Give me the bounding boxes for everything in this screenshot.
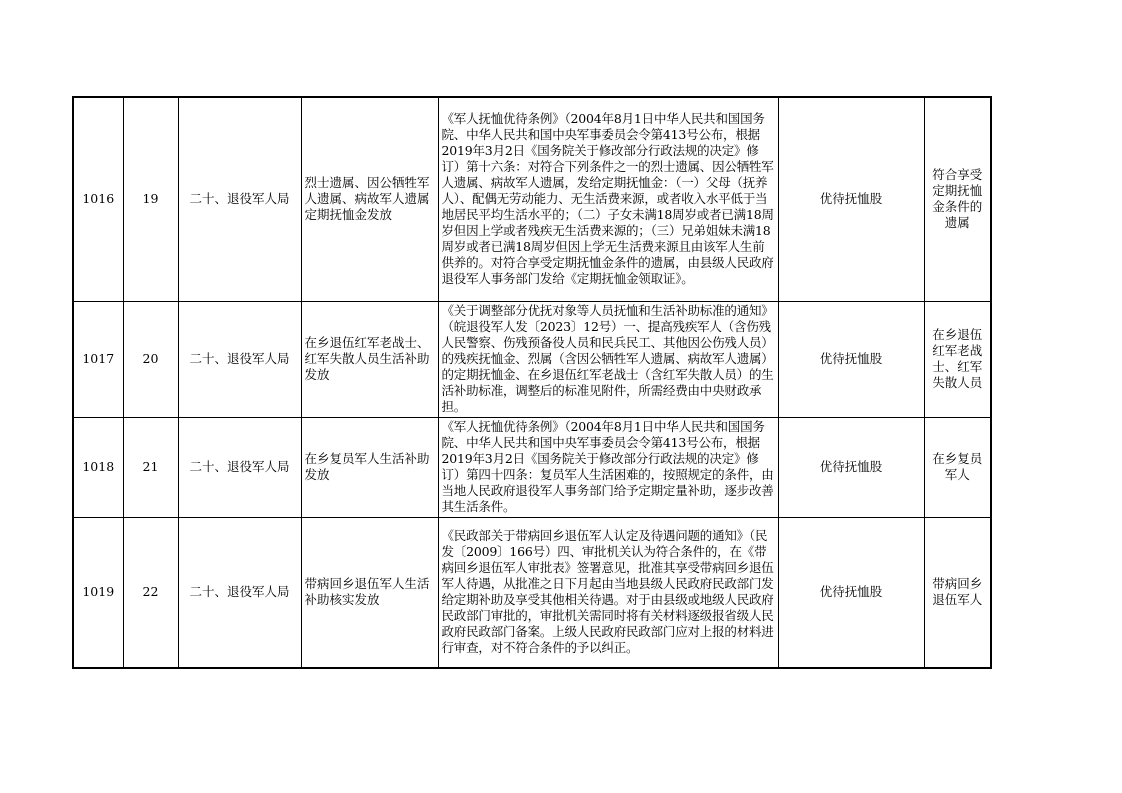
- row-object-cell: 带病回乡退伍军人: [924, 517, 991, 668]
- row-num-cell: 22: [123, 517, 178, 668]
- service-items-table: [72, 96, 992, 669]
- row-legal-basis-cell: 《关于调整部分优抚对象等人员抚恤和生活补助标准的通知》（皖退役军人发〔2023〕12号）一、提高残疾军人（含伤残人民警察、伤残预备役人员和民兵民工、其他因公伤残人员）的残疾抚恤金、烈属（含因公牺牲军人遗属、病故军人遗属）的定期抚恤金、在乡退伍红军老战士（含红军失散人员）的生活补助标准，调整后的标准见附件，所需经费由中央财政承担。: [438, 301, 778, 417]
- row-category-cell: 优待抚恤股: [778, 97, 924, 301]
- row-dept-cell: 二十、退役军人局: [178, 301, 301, 417]
- row-seq-cell: 1018: [73, 417, 123, 517]
- row-category-cell: 优待抚恤股: [778, 301, 924, 417]
- table-row: [73, 97, 991, 301]
- row-item-name-cell: 带病回乡退伍军人生活补助核实发放: [301, 517, 438, 668]
- row-item-name-cell: 在乡复员军人生活补助发放: [301, 417, 438, 517]
- row-object-cell: 符合享受定期抚恤金条件的遗属: [924, 97, 991, 301]
- row-legal-basis-cell: 《民政部关于带病回乡退伍军人认定及待遇问题的通知》（民发〔2009〕166号）四、审批机关认为符合条件的，在《带病回乡退伍军人审批表》签署意见，批准其享受带病回乡退伍军人待遇，从批准之日下月起由当地县级人民政府民政部门发给定期补助及享受其他相关待遇。对于由县级或地级人民政府民政部门审批的，审批机关需同时将有关材料逐级报省级人民政府民政部门备案。上级人民政府民政部门应对上报的材料进行审查，对不符合条件的予以纠正。: [438, 517, 778, 668]
- row-legal-basis-cell: 《军人抚恤优待条例》（2004年8月1日中华人民共和国国务院、中华人民共和国中央军事委员会令第413号公布，根据2019年3月2日《国务院关于修改部分行政法规的决定》修订）第四十四条：复员军人生活困难的，按照规定的条件，由当地人民政府退役军人事务部门给予定期定量补助，逐步改善其生活条件。: [438, 417, 778, 517]
- table-row: [73, 417, 991, 517]
- row-num-cell: 19: [123, 97, 178, 301]
- row-dept-cell: 二十、退役军人局: [178, 97, 301, 301]
- row-item-name-cell: 烈士遗属、因公牺牲军人遗属、病故军人遗属定期抚恤金发放: [301, 97, 438, 301]
- row-seq-cell: 1019: [73, 517, 123, 668]
- row-dept-cell: 二十、退役军人局: [178, 417, 301, 517]
- table-row: [73, 517, 991, 668]
- table-row: [73, 301, 991, 417]
- row-num-cell: 21: [123, 417, 178, 517]
- row-object-cell: 在乡复员军人: [924, 417, 991, 517]
- row-category-cell: 优待抚恤股: [778, 417, 924, 517]
- row-category-cell: 优待抚恤股: [778, 517, 924, 668]
- row-legal-basis-cell: 《军人抚恤优待条例》（2004年8月1日中华人民共和国国务院、中华人民共和国中央军事委员会令第413号公布，根据2019年3月2日《国务院关于修改部分行政法规的决定》修订）第十六条：对符合下列条件之一的烈士遗属、因公牺牲军人遗属、病故军人遗属，发给定期抚恤金：（一）父母（抚养人）、配偶无劳动能力、无生活费来源，或者收入水平低于当地居民平均生活水平的；（二）子女未满18周岁或者已满18周岁但因上学或者残疾无生活费来源的；（三）兄弟姐妹未满18周岁或者已满18周岁但因上学无生活费来源且由该军人生前供养的。对符合享受定期抚恤金条件的遗属，由县级人民政府退役军人事务部门发给《定期抚恤金领取证》。: [438, 97, 778, 301]
- row-item-name-cell: 在乡退伍红军老战士、红军失散人员生活补助发放: [301, 301, 438, 417]
- row-dept-cell: 二十、退役军人局: [178, 517, 301, 668]
- row-object-cell: 在乡退伍红军老战士、红军失散人员: [924, 301, 991, 417]
- row-seq-cell: 1017: [73, 301, 123, 417]
- row-num-cell: 20: [123, 301, 178, 417]
- row-seq-cell: 1016: [73, 97, 123, 301]
